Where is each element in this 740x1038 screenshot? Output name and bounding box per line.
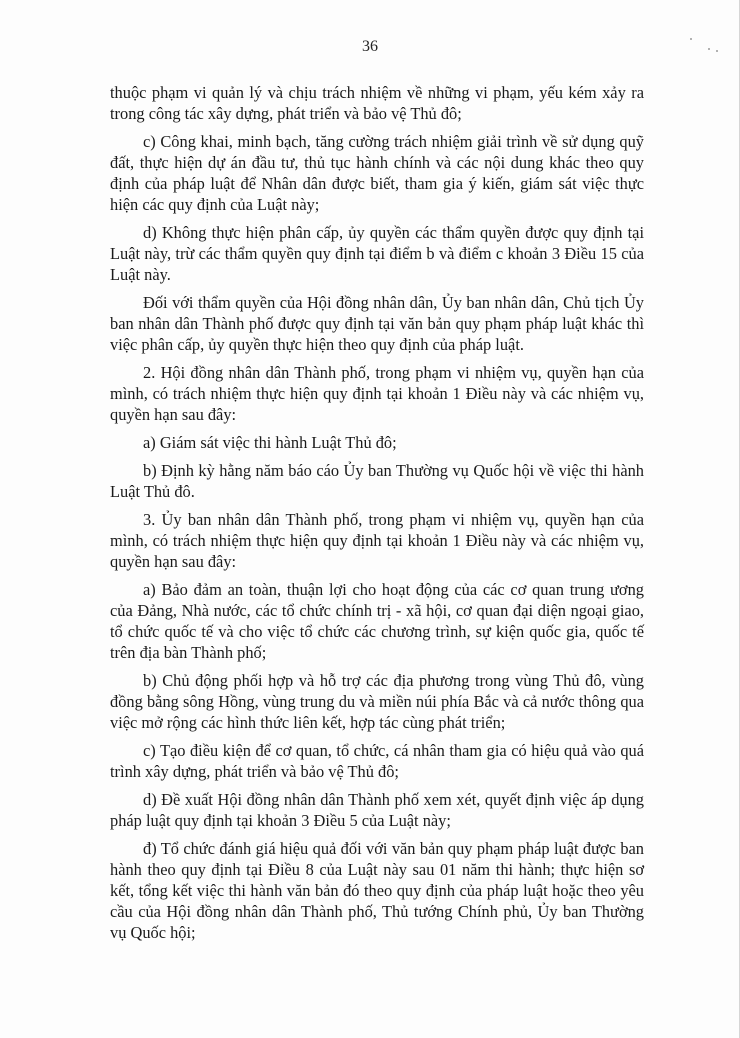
paragraph: 3. Ủy ban nhân dân Thành phố, trong phạm vi nhiệm vụ, quyền hạn của mình, có trách nhiệm thực hiện quy định tại khoản 1 Điều này và các nhiệm vụ, quyền hạn sau đây:: [110, 510, 644, 571]
paragraph: thuộc phạm vi quản lý và chịu trách nhiệm về những vi phạm, yếu kém xảy ra trong công tác xây dựng, phát triển và bảo vệ Thủ đô;: [110, 83, 644, 123]
page-number: 36: [362, 38, 378, 55]
paragraph: d) Không thực hiện phân cấp, ủy quyền các thẩm quyền được quy định tại Luật này, trừ các thẩm quyền quy định tại điểm b và điểm c khoản 3 Điều 15 của Luật này.: [110, 223, 644, 284]
scan-speck: [708, 48, 710, 50]
paragraph: c) Tạo điều kiện để cơ quan, tổ chức, cá nhân tham gia có hiệu quả vào quá trình xây dựng, phát triển và bảo vệ Thủ đô;: [110, 741, 644, 781]
paragraph: a) Giám sát việc thi hành Luật Thủ đô;: [143, 433, 397, 452]
document-body: [110, 82, 644, 950]
scan-speck: [690, 38, 692, 40]
paragraph: b) Chủ động phối hợp và hỗ trợ các địa phương trong vùng Thủ đô, vùng đồng bằng sông Hồng, vùng trung du và miền núi phía Bắc và cả nước thông qua việc mở rộng các hình thức liên kết, hợp tác cùng phát triển;: [110, 671, 644, 732]
scan-speck: [716, 50, 718, 52]
paragraph: đ) Tổ chức đánh giá hiệu quả đối với văn bản quy phạm pháp luật được ban hành theo quy định tại Điều 8 của Luật này sau 01 năm thi hành; thực hiện sơ kết, tổng kết việc thi hành văn bản đó theo quy định của pháp luật hoặc theo yêu cầu của Hội đồng nhân dân Thành phố, Thủ tướng Chính phủ, Ủy ban Thường vụ Quốc hội;: [110, 839, 644, 942]
paragraph: 2. Hội đồng nhân dân Thành phố, trong phạm vi nhiệm vụ, quyền hạn của mình, có trách nhiệm thực hiện quy định tại khoản 1 Điều này và các nhiệm vụ, quyền hạn sau đây:: [110, 363, 644, 424]
paragraph: b) Định kỳ hằng năm báo cáo Ủy ban Thường vụ Quốc hội về việc thi hành Luật Thủ đô.: [110, 461, 644, 501]
paragraph: a) Bảo đảm an toàn, thuận lợi cho hoạt động của các cơ quan trung ương của Đảng, Nhà nước, các tổ chức chính trị - xã hội, cơ quan đại diện ngoại giao, tổ chức quốc tế và cho việc tổ chức các chương trình, sự kiện quốc gia, quốc tế trên địa bàn Thành phố;: [110, 580, 644, 662]
paragraph: d) Đề xuất Hội đồng nhân dân Thành phố xem xét, quyết định việc áp dụng pháp luật quy định tại khoản 3 Điều 5 của Luật này;: [110, 790, 644, 830]
paragraph: c) Công khai, minh bạch, tăng cường trách nhiệm giải trình về sử dụng quỹ đất, thực hiện dự án đầu tư, thủ tục hành chính và các nội dung khác theo quy định của pháp luật để Nhân dân được biết, tham gia ý kiến, giám sát việc thực hiện các quy định của Luật này;: [110, 132, 644, 214]
paragraph: Đối với thẩm quyền của Hội đồng nhân dân, Ủy ban nhân dân, Chủ tịch Ủy ban nhân dân Thành phố được quy định tại văn bản quy phạm pháp luật khác thì việc phân cấp, ủy quyền thực hiện theo quy định của pháp luật.: [110, 293, 644, 354]
